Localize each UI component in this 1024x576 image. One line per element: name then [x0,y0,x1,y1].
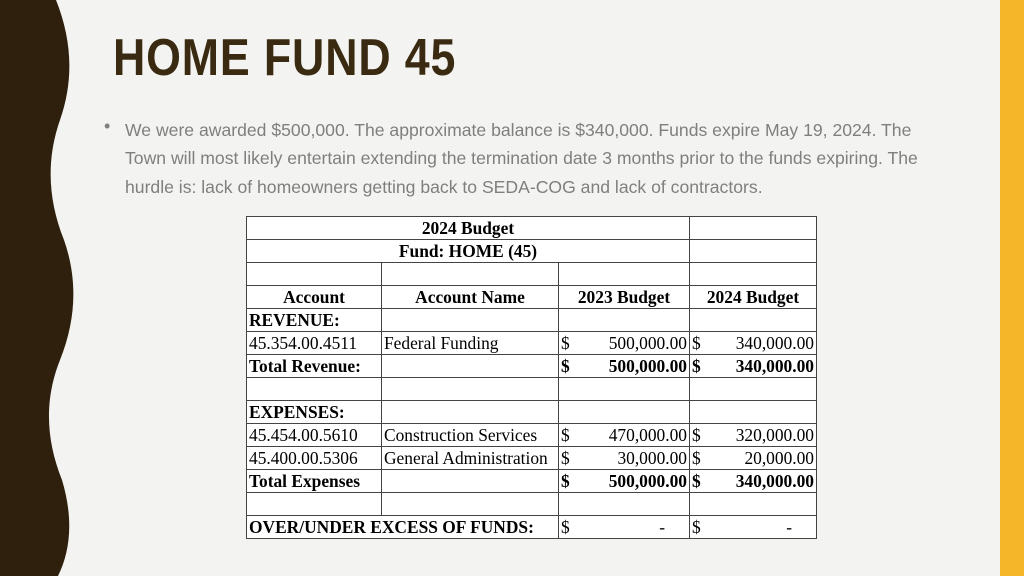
table-row [247,401,817,424]
table-header-row [247,286,817,309]
excess-2024: - [786,517,792,537]
header-2024-budget: 2024 Budget [690,286,817,309]
accent-bar [1000,0,1024,576]
budget-2023-value: 500,000.00 [608,333,687,353]
budget-table [246,216,817,539]
budget-2023-value: 30,000.00 [617,448,687,468]
total-revenue-2023: 500,000.00 [608,356,687,376]
decorative-wave-border [0,0,80,576]
budget-2024-value: 320,000.00 [735,425,814,445]
fund-label: Fund: HOME (45) [247,240,690,263]
table-row [247,424,817,447]
currency-symbol: $ [692,333,701,353]
bullet-marker: • [104,116,111,136]
currency-symbol: $ [561,356,570,376]
total-revenue-label: Total Revenue: [247,355,382,378]
table-row [247,470,817,493]
currency-symbol: $ [561,448,570,468]
total-expenses-2024: 340,000.00 [735,471,814,491]
currency-symbol: $ [692,448,701,468]
total-expenses-label: Total Expenses [247,470,382,493]
account-number: 45.454.00.5610 [247,424,382,447]
table-row [247,447,817,470]
table-row [247,240,817,263]
budget-2024-value: 340,000.00 [735,333,814,353]
currency-symbol: $ [692,425,701,445]
table-row [247,378,817,401]
account-name: Construction Services [382,424,559,447]
table-row [247,263,817,286]
table-row [247,493,817,516]
account-number: 45.354.00.4511 [247,332,382,355]
table-row [247,309,817,332]
header-account-name: Account Name [382,286,559,309]
total-expenses-2023: 500,000.00 [608,471,687,491]
slide-title: HOME FUND 45 [113,29,457,87]
currency-symbol: $ [692,517,701,537]
account-number: 45.400.00.5306 [247,447,382,470]
currency-symbol: $ [561,471,570,491]
header-2023-budget: 2023 Budget [559,286,690,309]
budget-2024-value: 20,000.00 [744,448,814,468]
currency-symbol: $ [561,517,570,537]
expenses-section-label: EXPENSES: [247,401,382,424]
revenue-section-label: REVENUE: [247,309,382,332]
table-row [247,217,817,240]
total-revenue-2024: 340,000.00 [735,356,814,376]
currency-symbol: $ [561,333,570,353]
table-row [247,332,817,355]
account-name: General Administration [382,447,559,470]
table-row [247,355,817,378]
excess-2023: - [659,517,665,537]
excess-funds-label: OVER/UNDER EXCESS OF FUNDS: [247,516,559,539]
currency-symbol: $ [692,356,701,376]
table-row [247,516,817,539]
account-name: Federal Funding [382,332,559,355]
table-title: 2024 Budget [247,217,690,240]
currency-symbol: $ [692,471,701,491]
bullet-text: We were awarded $500,000. The approximate balance is $340,000. Funds expire May 19, 2024. The Town will most likely entertain extending the termination date 3 months prior to the funds expiring. The hurdle is: lack of homeowners getting back to SEDA-COG and lack of contractors. [125,120,918,197]
header-account: Account [247,286,382,309]
budget-2023-value: 470,000.00 [608,425,687,445]
currency-symbol: $ [561,425,570,445]
